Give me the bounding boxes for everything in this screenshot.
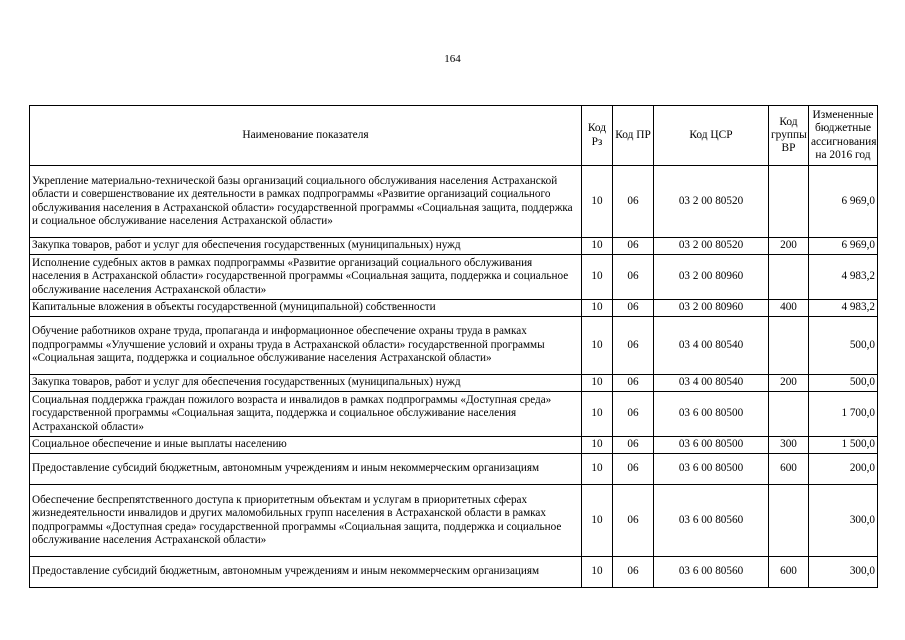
row-amount: 6 969,0 — [809, 238, 878, 255]
row-vr — [769, 392, 809, 437]
table-row — [30, 238, 878, 255]
row-csr: 03 6 00 80500 — [654, 392, 769, 437]
row-vr — [769, 255, 809, 300]
row-vr: 400 — [769, 300, 809, 317]
row-pr: 06 — [613, 392, 654, 437]
row-vr: 600 — [769, 557, 809, 588]
row-rz: 10 — [582, 166, 613, 238]
header-rz: Код Рз — [582, 106, 613, 166]
header-csr: Код ЦСР — [654, 106, 769, 166]
row-vr: 300 — [769, 437, 809, 454]
table-row — [30, 166, 878, 238]
row-name: Социальная поддержка граждан пожилого возраста и инвалидов в рамках подпрограммы «Доступная среда» государственной программы «Социальная защита, поддержка и социальное обслуживание населения Астраханской области» — [30, 392, 582, 437]
row-rz: 10 — [582, 300, 613, 317]
table-row — [30, 485, 878, 557]
header-name: Наименование показателя — [30, 106, 582, 166]
row-pr: 06 — [613, 300, 654, 317]
row-pr: 06 — [613, 557, 654, 588]
table-row — [30, 375, 878, 392]
table-header-row — [30, 106, 878, 166]
row-vr: 200 — [769, 238, 809, 255]
row-rz: 10 — [582, 454, 613, 485]
row-csr: 03 2 00 80520 — [654, 238, 769, 255]
row-name: Исполнение судебных актов в рамках подпрограммы «Развитие организаций социального обслуживания населения в Астраханской области» государственной программы «Социальная защита, поддержка и социальное обслуживание населения Астраханской области» — [30, 255, 582, 300]
row-amount: 1 500,0 — [809, 437, 878, 454]
table-row — [30, 454, 878, 485]
table-row — [30, 557, 878, 588]
row-pr: 06 — [613, 255, 654, 300]
table-row — [30, 437, 878, 454]
row-vr — [769, 485, 809, 557]
row-rz: 10 — [582, 485, 613, 557]
row-vr — [769, 166, 809, 238]
row-pr: 06 — [613, 317, 654, 375]
row-rz: 10 — [582, 392, 613, 437]
header-vr: Код группы ВР — [769, 106, 809, 166]
row-amount: 500,0 — [809, 317, 878, 375]
row-csr: 03 6 00 80500 — [654, 437, 769, 454]
row-name: Закупка товаров, работ и услуг для обеспечения государственных (муниципальных) нужд — [30, 375, 582, 392]
row-rz: 10 — [582, 255, 613, 300]
row-rz: 10 — [582, 437, 613, 454]
row-rz: 10 — [582, 238, 613, 255]
row-pr: 06 — [613, 375, 654, 392]
header-pr: Код ПР — [613, 106, 654, 166]
row-csr: 03 2 00 80520 — [654, 166, 769, 238]
row-vr: 600 — [769, 454, 809, 485]
row-rz: 10 — [582, 317, 613, 375]
row-name: Укрепление материально-технической базы организаций социального обслуживания населения Астраханской области и совершенствование их деятельности в рамках подпрограммы «Развитие организаций социального обслуживания населения в Астраханской области» государственной программы «Социальная защита, поддержка и социальное обслуживание населения Астраханской области» — [30, 166, 582, 238]
page-number: 164 — [444, 53, 461, 65]
row-amount: 500,0 — [809, 375, 878, 392]
table-row — [30, 255, 878, 300]
row-amount: 4 983,2 — [809, 300, 878, 317]
header-amount: Измененные бюджетные ассигнования на 2016 год — [809, 106, 878, 166]
row-pr: 06 — [613, 454, 654, 485]
row-rz: 10 — [582, 375, 613, 392]
row-name: Обучение работников охране труда, пропаганда и информационное обеспечение охраны труда в рамках подпрограммы «Улучшение условий и охраны труда в Астраханской области» государственной программы «Социальная защита, поддержка и социальное обслуживание населения Астраханской области» — [30, 317, 582, 375]
row-vr — [769, 317, 809, 375]
row-csr: 03 2 00 80960 — [654, 300, 769, 317]
row-csr: 03 4 00 80540 — [654, 375, 769, 392]
row-amount: 4 983,2 — [809, 255, 878, 300]
row-amount: 6 969,0 — [809, 166, 878, 238]
row-pr: 06 — [613, 485, 654, 557]
row-name: Предоставление субсидий бюджетным, автономным учреждениям и иным некоммерческим организациям — [30, 557, 582, 588]
row-name: Обеспечение беспрепятственного доступа к приоритетным объектам и услугам в приоритетных сферах жизнедеятельности инвалидов и других маломобильных групп населения в Астраханской области в рамках подпрограммы «Доступная среда» государственной программы «Социальная защита, поддержка и социальное обслуживание населения Астраханской области» — [30, 485, 582, 557]
row-name: Капитальные вложения в объекты государственной (муниципальной) собственности — [30, 300, 582, 317]
budget-table — [29, 105, 878, 588]
table-row — [30, 317, 878, 375]
row-name: Закупка товаров, работ и услуг для обеспечения государственных (муниципальных) нужд — [30, 238, 582, 255]
row-amount: 300,0 — [809, 557, 878, 588]
row-csr: 03 6 00 80500 — [654, 454, 769, 485]
row-csr: 03 6 00 80560 — [654, 557, 769, 588]
row-csr: 03 4 00 80540 — [654, 317, 769, 375]
row-name: Предоставление субсидий бюджетным, автономным учреждениям и иным некоммерческим организациям — [30, 454, 582, 485]
table-row — [30, 300, 878, 317]
row-pr: 06 — [613, 238, 654, 255]
row-amount: 300,0 — [809, 485, 878, 557]
row-rz: 10 — [582, 557, 613, 588]
row-pr: 06 — [613, 437, 654, 454]
row-vr: 200 — [769, 375, 809, 392]
row-amount: 200,0 — [809, 454, 878, 485]
row-amount: 1 700,0 — [809, 392, 878, 437]
row-name: Социальное обеспечение и иные выплаты населению — [30, 437, 582, 454]
table-row — [30, 392, 878, 437]
row-pr: 06 — [613, 166, 654, 238]
row-csr: 03 6 00 80560 — [654, 485, 769, 557]
row-csr: 03 2 00 80960 — [654, 255, 769, 300]
